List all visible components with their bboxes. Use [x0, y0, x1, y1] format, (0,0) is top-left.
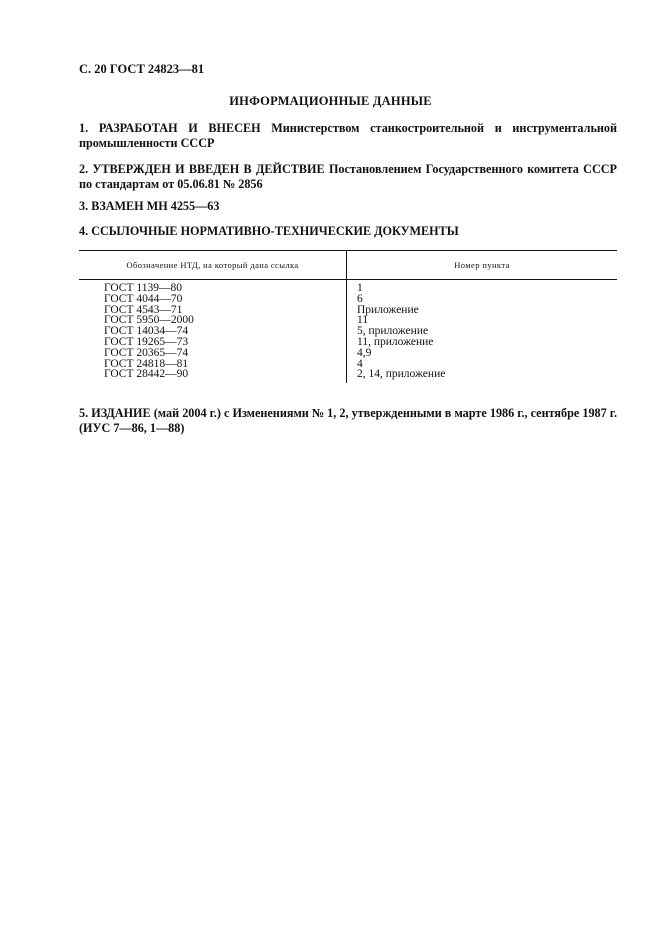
info-item-4: [79, 224, 617, 239]
document-cell: ГОСТ 24818—81: [79, 359, 347, 370]
document-cell: ГОСТ 20365—74: [79, 348, 347, 359]
document-cell: ГОСТ 14034—74: [79, 326, 347, 337]
clause-cell: 6: [357, 292, 363, 305]
table-row: [79, 294, 617, 305]
document-cell: ГОСТ 28442—90: [79, 369, 347, 383]
clause-cell: Приложение: [357, 303, 419, 316]
item-heading: УТВЕРЖДЕН И ВВЕДЕН В ДЕЙСТВИЕ: [92, 162, 325, 176]
document-cell: ГОСТ 5950—2000: [79, 315, 347, 326]
info-item-3: [79, 199, 617, 214]
clause-cell: 4: [357, 357, 363, 370]
item-heading: ВЗАМЕН МН 4255—63: [91, 199, 220, 213]
item-text: (май 2004 г.) с Изменениями № 1, 2, утвержденными в марте 1986 г., сентябре 1987 г. (ИУС 7—86, 1—88): [79, 406, 618, 435]
clause-cell: 2, 14, приложение: [357, 368, 446, 381]
document-cell: ГОСТ 1139—80: [79, 280, 347, 294]
item-heading: РАЗРАБОТАН И ВНЕСЕН: [98, 121, 261, 135]
item-heading: ССЫЛОЧНЫЕ НОРМАТИВНО-ТЕХНИЧЕСКИЕ ДОКУМЕНТЫ: [91, 224, 459, 238]
clause-cell: 11: [357, 314, 369, 327]
clause-cell: 5, приложение: [357, 325, 429, 338]
item-text: Постановлением Государственного комитета СССР по стандартам от 05.06.81 № 2856: [79, 162, 618, 191]
item-number: 5.: [79, 406, 89, 420]
column-header-document: Обозначение НТД, на который дана ссылка: [79, 251, 347, 280]
clause-cell: 11, приложение: [357, 335, 434, 348]
page-header: С. 20 ГОСТ 24823—81: [79, 62, 205, 76]
table-header-row: [79, 251, 617, 280]
references-table: [79, 250, 617, 383]
clause-cell: 1: [357, 282, 363, 294]
table-row: [79, 280, 617, 294]
item-text: Министерством станкостроительной и инструментальной промышленности СССР: [79, 121, 618, 150]
item-number: 3.: [79, 199, 89, 213]
item-heading: ИЗДАНИЕ: [91, 406, 151, 420]
table-row: [79, 348, 617, 359]
document-cell: ГОСТ 4044—70: [79, 294, 347, 305]
document-cell: ГОСТ 19265—73: [79, 337, 347, 348]
item-number: 2.: [79, 162, 89, 176]
item-number: 4.: [79, 224, 89, 238]
table-row: [79, 369, 617, 383]
section-title: ИНФОРМАЦИОННЫЕ ДАННЫЕ: [229, 94, 432, 108]
document-cell: ГОСТ 4543—71: [79, 305, 347, 316]
clause-cell: 4,9: [357, 346, 372, 359]
info-item-2: [79, 162, 617, 192]
column-header-clause: Номер пункта: [347, 251, 618, 280]
info-item-5: [79, 406, 617, 436]
item-number: 1.: [79, 121, 89, 135]
info-item-1: [79, 121, 617, 151]
